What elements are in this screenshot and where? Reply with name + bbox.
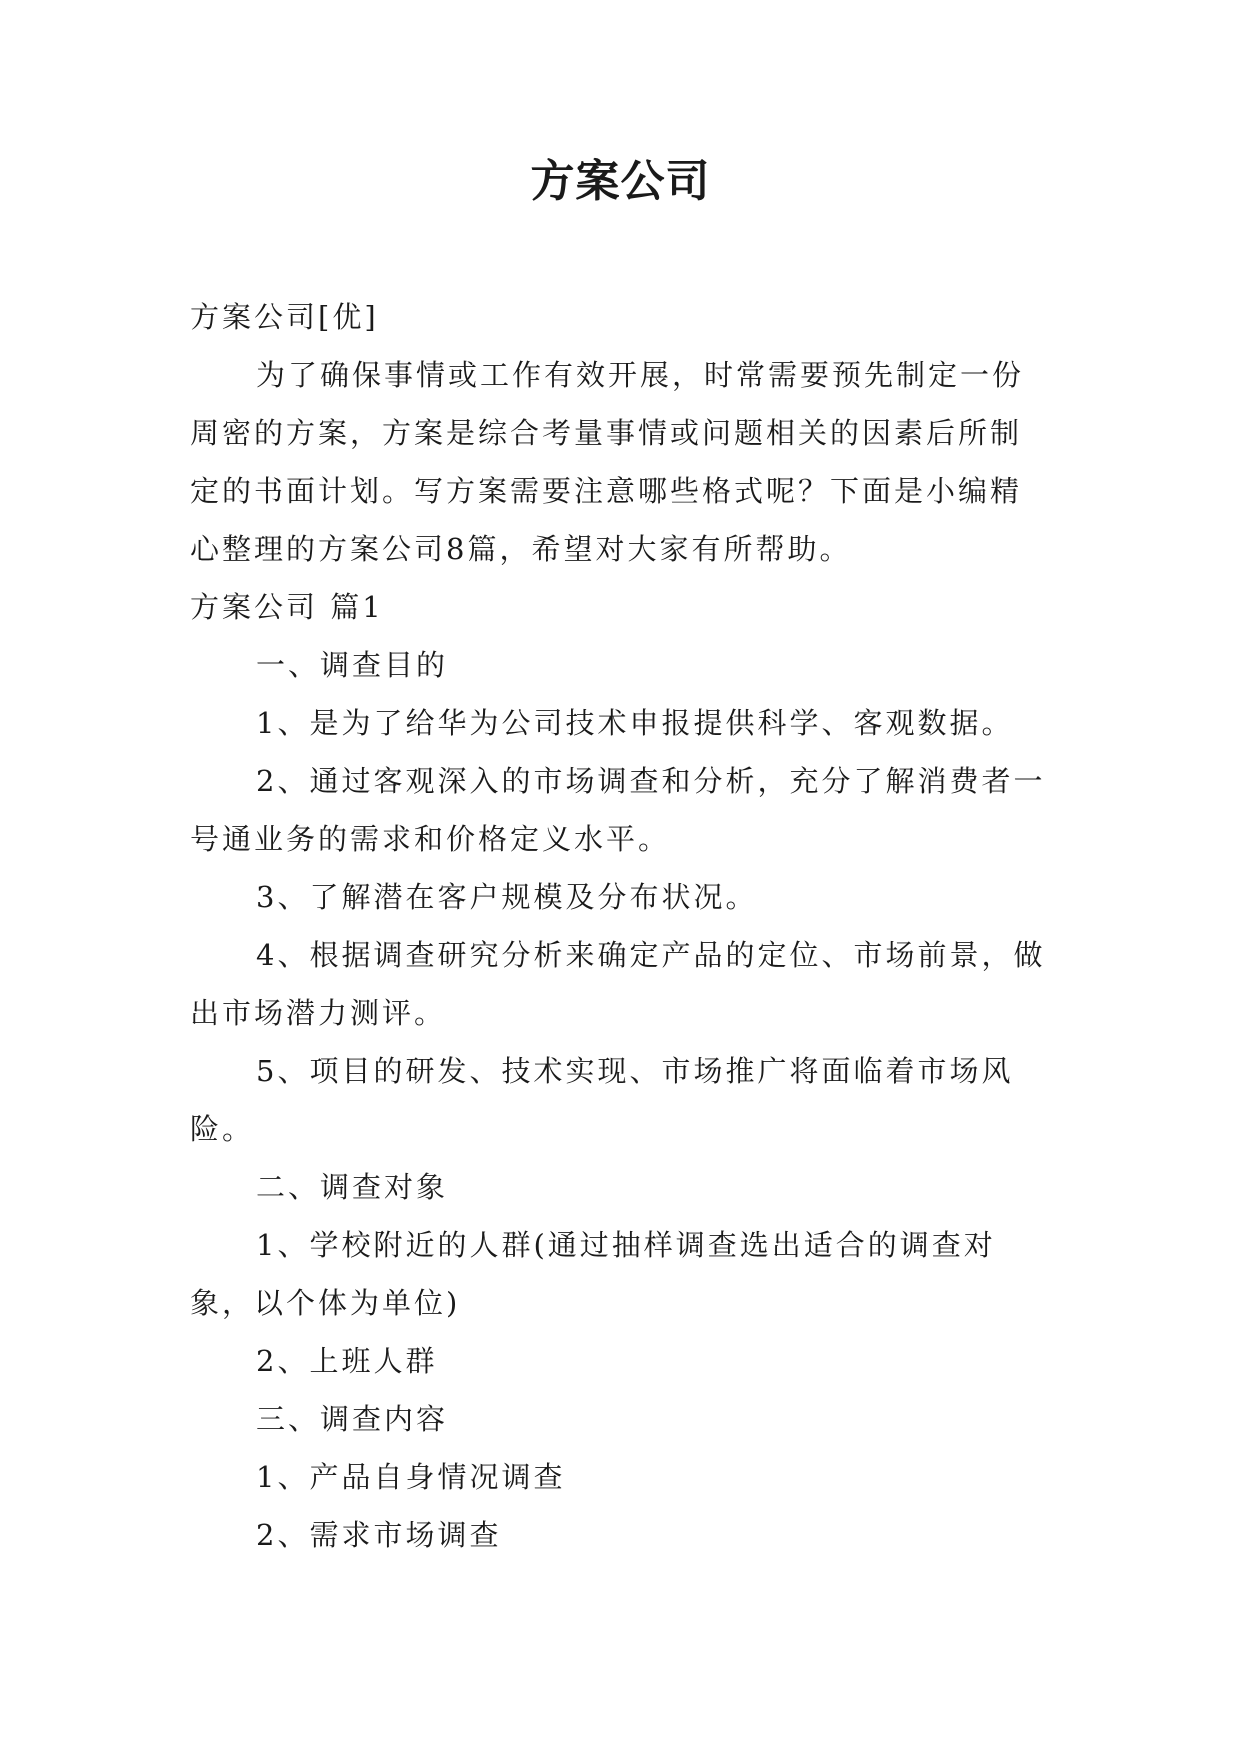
section-heading: 二、调查对象 [256,1170,449,1204]
chapter-heading: 方案公司 篇1 [190,590,384,624]
section-heading: 一、调查目的 [256,648,449,682]
list-item: 2、需求市场调查 [256,1518,502,1552]
list-item: 2、上班人群 [256,1344,438,1378]
document-subtitle: 方案公司[优] [190,300,379,334]
list-item: 1、学校附近的人群(通过抽样调查选出适合的调查对象，以个体为单位) [190,1228,996,1320]
section-heading: 三、调查内容 [256,1402,449,1436]
list-item: 1、是为了给华为公司技术申报提供科学、客观数据。 [256,706,1014,740]
intro-paragraph: 为了确保事情或工作有效开展，时常需要预先制定一份周密的方案，方案是综合考量事情或问题相关的因素后所制定的书面计划。写方案需要注意哪些格式呢？下面是小编精心整理的方案公司8篇，希望对大家有所帮助。 [190,358,1025,566]
list-item: 1、产品自身情况调查 [256,1460,566,1494]
list-item: 5、项目的研发、技术实现、市场推广将面临着市场风险。 [190,1054,1014,1146]
list-item: 2、通过客观深入的市场调查和分析，充分了解消费者一号通业务的需求和价格定义水平。 [190,764,1046,856]
document-body [190,288,1050,1564]
list-item: 4、根据调查研究分析来确定产品的定位、市场前景，做出市场潜力测评。 [190,938,1046,1030]
list-item: 3、了解潜在客户规模及分布状况。 [256,880,758,914]
document-title: 方案公司 [530,156,711,207]
